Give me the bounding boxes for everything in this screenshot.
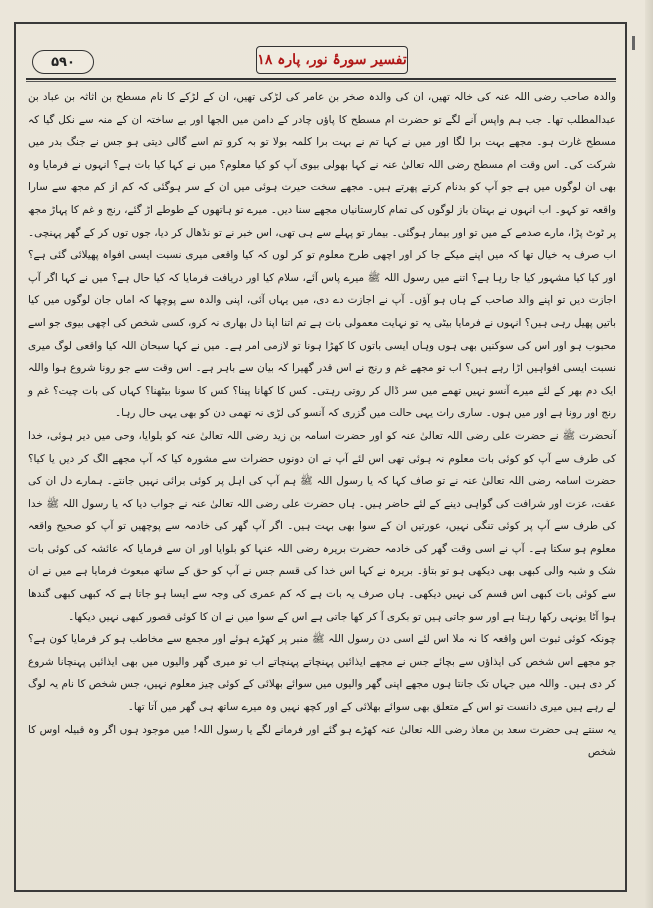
paragraph: والدہ صاحب رضی اللہ عنہ کی خالہ تھیں، ان کی والدہ صخر بن عامر کی لڑکی تھیں، ان کے لڑکے کا نام مسطح بن اثاثہ بن عباد بن عبدالمطلب تھا۔ جب ہم واپس آنے لگے تو حضرت ام مسطح کا پاؤں چادر کے دامن میں الجھا اور بے ساختہ ان کے منہ سے نکل گیا کہ مسطح غارت ہو۔ مجھے بہت برا لگا اور میں نے کہا تم نے بہت برا کلمہ بولا تو بہ کرو تم اسے گالی دیتی ہو جس نے جنگ بدر میں شرکت کی۔ اس وقت ام مسطح رضی اللہ تعالیٰ عنہ نے کہا بھولی بیوی آپ کو کیا معلوم؟ میں نے کہا کیا بات ہے؟ انہوں نے فرمایا وہ بھی ان لوگوں میں ہے جو آپ کو بدنام کرتے پھرتے ہیں۔ مجھے سخت حیرت ہوئی میں ان کے سر ہوگئی کہ کم از کم مجھ سے سارا واقعہ تو کہو۔ اب انہوں نے بہتان باز لوگوں کی تمام کارستانیاں مجھے سنا دیں۔ میرے تو ہاتھوں کے طوطے اڑ گئے، رنج و غم کا پہاڑ مجھ پر ٹوٹ پڑا، مارے صدمے کے میں تو اور بیمار ہوگئی۔ بیمار تو پہلے سے ہی تھی، اس خبر نے تو نڈھال کر دیا، جوں توں کر کے گھر پہنچی۔ اب صرف یہ خیال تھا کہ میں اپنے میکے جا کر اور اچھی طرح معلوم تو کر لوں کہ کیا واقعی میری نسبت ایسی افواہ پھیلائی گئی ہے؟ اور کیا کیا مشہور کیا جا رہا ہے؟ اتنے میں رسول اللہ ﷺ میرے پاس آئے، سلام کیا اور دریافت فرمایا کہ کیا حال ہے؟ میں نے کہا اگر آپ اجازت دیں تو اپنے والد صاحب کے ہاں ہو آؤں۔ آپ نے اجازت دے دی، میں یہاں آئی، اپنی والدہ سے پوچھا کہ اماں جان لوگوں میں کیا باتیں پھیل رہی ہیں؟ انہوں نے فرمایا بیٹی یہ تو نہایت معمولی بات ہے تم اتنا اپنا دل بھاری نہ کرو، کسی شخص کی اچھی بیوی جو اسے محبوب ہو اور اس کی سوکنیں بھی ہوں وہاں ایسی باتوں کا کھڑا ہونا تو لازمی امر ہے۔ میں نے کہا سبحان اللہ کیا واقعی لوگ میری نسبت ایسی افواہیں اڑا رہے ہیں؟ اب تو مجھے غم و رنج نے اس قدر گھیرا کہ بیان سے باہر ہے۔ اس وقت سے جو رونا شروع ہوا واللہ ایک دم بھر کے لئے میرے آنسو نہیں تھمے میں سر ڈال کر روتی رہتی۔ کس کا کھانا پینا؟ کس کا سونا بیٹھنا؟ کہاں کی بات چیت؟ غم و رنج اور رونا ہے اور میں ہوں۔ ساری رات یہی حالت میں گزری کہ آنسو کی لڑی نہ تھمی دن کو بھی یہی حال رہا۔ xyxy=(28,91,616,420)
page-header xyxy=(26,44,616,74)
header-rule xyxy=(26,78,616,80)
paragraph: یہ سنتے ہی حضرت سعد بن معاذ رضی اللہ تعالیٰ عنہ کھڑے ہو گئے اور فرمانے لگے یا رسول اللہ! میں موجود ہوں اگر وہ قبیلہ اوس کا شخص xyxy=(28,723,616,759)
page-edge xyxy=(645,0,653,908)
paragraph: آنحضرت ﷺ نے حضرت علی رضی اللہ تعالیٰ عنہ کو اور حضرت اسامہ بن زید رضی اللہ تعالیٰ عنہ کو بلوایا، وحی میں دیر ہوئی، خدا کی طرف سے آپ کو کوئی بات معلوم نہ ہوئی تھی اس لئے آپ نے ان دونوں حضرات سے مشورہ کیا کہ آپ مجھے الگ کر دیں یا کیا؟ حضرت اسامہ رضی اللہ تعالیٰ عنہ نے تو صاف کہا کہ یا رسول اللہ ﷺ ہم آپ کی اہل پر کوئی برائی نہیں جانتے۔ ہمارے دل ان کی عفت، عزت اور شرافت کی گواہی دینے کے لئے حاضر ہیں۔ ہاں حضرت علی رضی اللہ تعالیٰ عنہ نے جواب دیا کہ یا رسول اللہ ﷺ خدا کی طرف سے آپ پر کوئی تنگی نہیں، عورتیں ان کے سوا بھی بہت ہیں۔ اگر آپ گھر کی خادمہ سے پوچھیں تو آپ کو صحیح واقعہ معلوم ہو سکتا ہے۔ آپ نے اسی وقت گھر کی خادمہ حضرت بریرہ رضی اللہ عنہا کو بلوایا اور ان سے فرمایا کہ عائشہ کی کوئی بات شک و شبہ والی کبھی بھی دیکھی ہو تو بتاؤ۔ بریرہ نے کہا اس خدا کی قسم جس نے آپ کو حق کے ساتھ مبعوث فرمایا ہے میں نے ان سے کوئی بات کبھی اس قسم کی نہیں دیکھی۔ ہاں صرف یہ بات ہے کہ کم عمری کی وجہ سے ایسا ہو جاتا ہے کہ کبھی کبھی گندھا ہوا آٹا یونہی رکھا رہتا ہے اور سو جاتی ہیں تو بکری آ کر کھا جاتی ہے اس کے سوا میں نے ان کا کوئی قصور کبھی نہیں دیکھا۔ xyxy=(28,429,616,623)
running-title: تفسیر سورۂ نور، پارہ ۱۸ xyxy=(256,46,408,74)
body-text xyxy=(28,86,616,764)
page-number: ۵۹۰ xyxy=(32,50,94,74)
header-rule-thin xyxy=(26,81,616,82)
paragraph: چونکہ کوئی ثبوت اس واقعہ کا نہ ملا اس لئے اسی دن رسول اللہ ﷺ منبر پر کھڑے ہوئے اور مجمع سے مخاطب ہو کر فرمایا کون ہے؟ جو مجھے اس شخص کی ایذاؤں سے بچائے جس نے مجھے ایذائیں پہنچاتے پہنچاتے اب تو میری گھر والیوں میں بھی ایذائیں پہنچانا شروع کر دی ہیں۔ واللہ میں جہاں تک جانتا ہوں مجھے اپنی گھر والیوں میں سوائے بھلائی کے کوئی چیز معلوم نہیں، جس شخص کا نام یہ لوگ لے رہے ہیں میری دانست تو اس کے متعلق بھی سوائے بھلائی کے اور کچھ نہیں وہ میرے ساتھ ہی گھر میں آتا تھا۔ xyxy=(28,633,616,714)
binding-mark xyxy=(632,36,635,50)
